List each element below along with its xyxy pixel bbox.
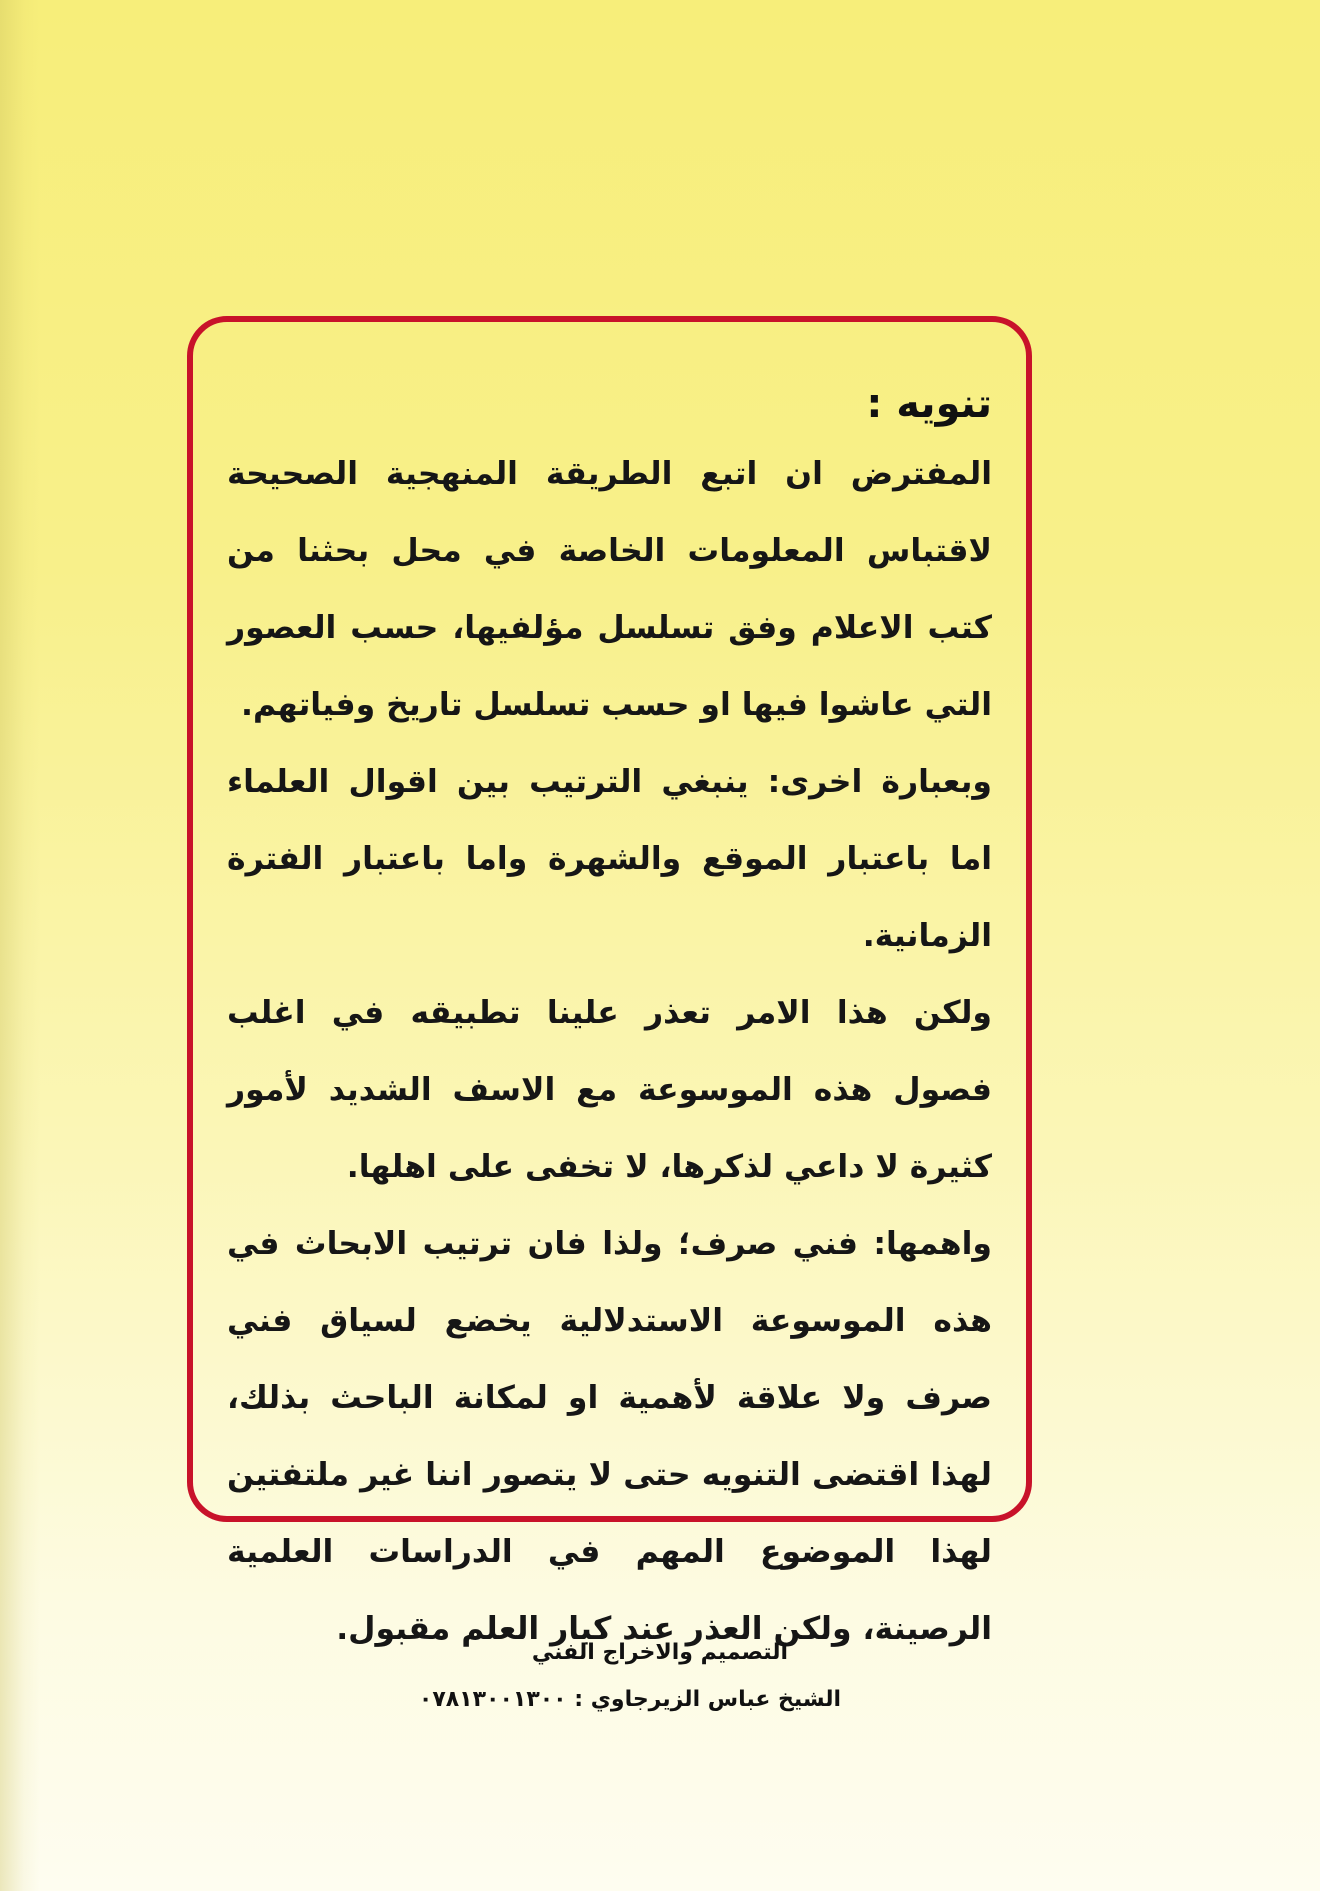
notice-box xyxy=(187,316,1032,1647)
spine-shadow xyxy=(0,0,40,1891)
notice-title: تنويه : xyxy=(866,381,992,427)
design-credit-label: التصميم والاخراج الفني xyxy=(531,1640,789,1665)
notice-paragraph-1: المفترض ان اتبع الطريقة المنهجية الصحيحة لاقتباس المعلومات الخاصة في محل بحثنا من كتب الاعلام وفق تسلسل مؤلفيها، حسب العصور التي عاشوا فيها او حسب تسلسل تاريخ وفياتهم. xyxy=(227,456,992,723)
credits xyxy=(0,1640,1320,1734)
notice-paragraph-4: واهمها: فني صرف؛ ولذا فان ترتيب الابحاث في هذه الموسوعة الاستدلالية يخضع لسياق فني صرف ولا علاقة لأهمية او لمكانة الباحث بذلك، لهذا اقتضى التنويه حتى لا يتصور اننا غير ملتفتين لهذا الموضوع المهم في الدراسات العلمية الرصينة، ولكن العذر عند كبار العلم مقبول. xyxy=(227,1226,992,1647)
designer-contact: الشيخ عباس الزيرجاوي : ٠٧٨١٣٠٠١٣٠٠ xyxy=(418,1687,842,1712)
notice-paragraph-3: ولكن هذا الامر تعذر علينا تطبيقه في اغلب فصول هذه الموسوعة مع الاسف الشديد لأمور كثيرة لا داعي لذكرها، لا تخفى على اهلها. xyxy=(227,995,992,1185)
notice-paragraph-2: وبعبارة اخرى: ينبغي الترتيب بين اقوال العلماء اما باعتبار الموقع والشهرة واما باعتبار الفترة الزمانية. xyxy=(227,764,992,954)
